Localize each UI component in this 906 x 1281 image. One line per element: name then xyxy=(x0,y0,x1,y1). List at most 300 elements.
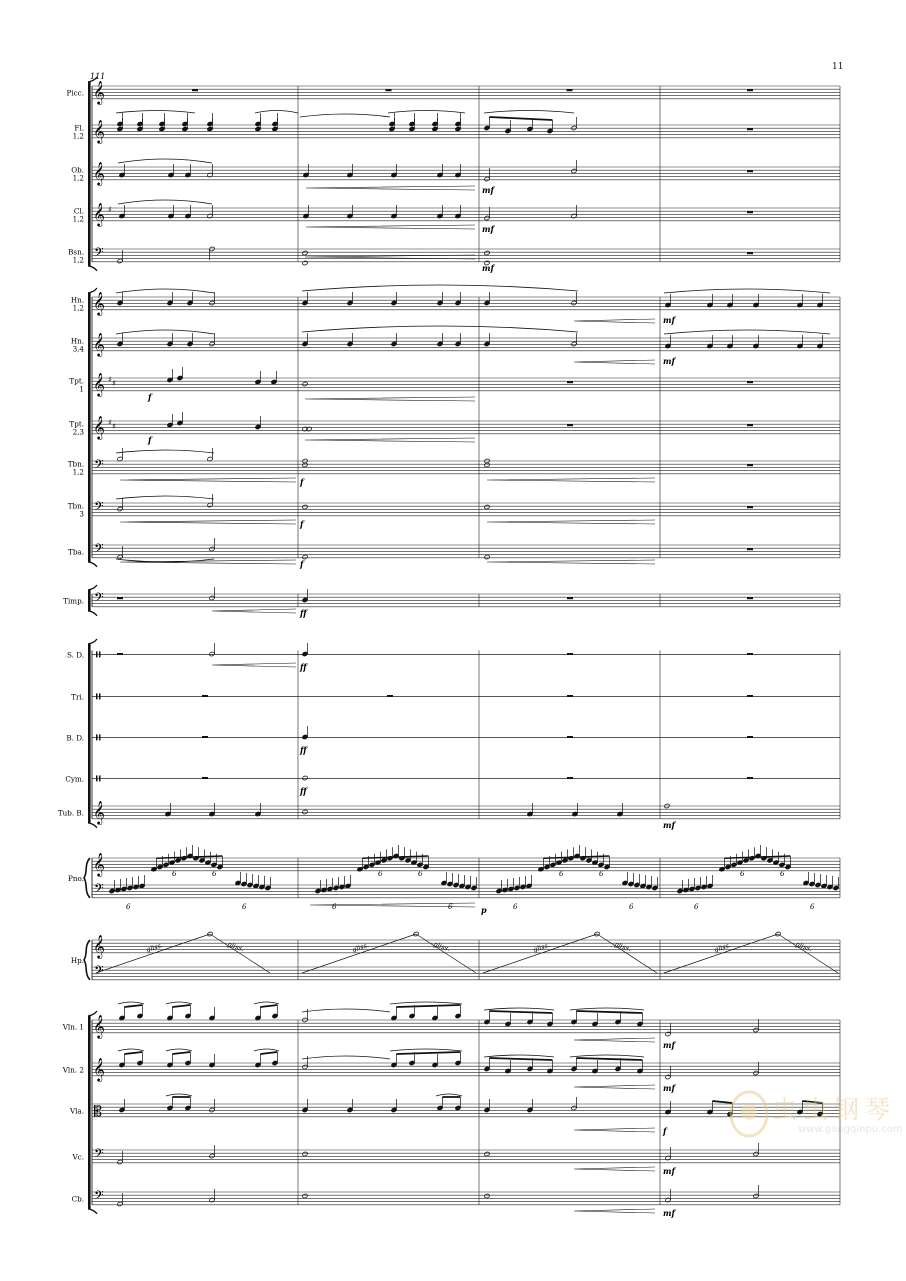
note xyxy=(707,294,713,308)
tuplet-6: 6 xyxy=(242,903,247,911)
whole-rest xyxy=(567,381,573,383)
whole-rest xyxy=(747,424,753,426)
crescendo-hairpin xyxy=(574,360,655,364)
timp-staff xyxy=(92,594,840,607)
label-bsn-part: 1,2 xyxy=(72,255,84,265)
crescendo-hairpin xyxy=(306,225,475,229)
note xyxy=(441,872,447,886)
note xyxy=(526,875,532,889)
note xyxy=(302,643,308,657)
dynamic-f: f xyxy=(148,435,152,445)
treble-clef-icon xyxy=(93,80,105,105)
tuplet-6: 6 xyxy=(418,870,423,878)
treble-clef-icon xyxy=(93,415,105,440)
note xyxy=(695,877,701,891)
note xyxy=(727,294,733,308)
staves xyxy=(92,86,840,1205)
note xyxy=(347,205,353,219)
note xyxy=(665,1189,671,1203)
note xyxy=(302,292,308,306)
note xyxy=(391,333,397,347)
note xyxy=(562,849,568,863)
label-ob-part: 1,2 xyxy=(72,173,84,183)
note xyxy=(652,877,658,891)
svg-text:𝄡: 𝄡 xyxy=(94,1104,102,1120)
slur xyxy=(166,1002,192,1004)
beam xyxy=(172,1005,190,1007)
label-fl-part: 1,2 xyxy=(72,131,84,141)
dynamic-f: f xyxy=(663,1126,667,1136)
note xyxy=(465,876,471,890)
note xyxy=(119,164,125,178)
tpt1-staff xyxy=(92,378,840,391)
treble-clef-icon xyxy=(93,800,105,825)
dynamic-ff: ff xyxy=(300,608,307,618)
whole-rest xyxy=(202,695,208,697)
whole-rest xyxy=(117,597,123,599)
note xyxy=(665,1147,671,1161)
note xyxy=(484,1151,490,1156)
bass-clef-icon xyxy=(94,541,104,559)
whole-rest xyxy=(202,736,208,738)
slur xyxy=(300,114,390,117)
note xyxy=(347,292,353,306)
beam xyxy=(576,1011,642,1013)
label-cym: Cym. xyxy=(65,774,84,784)
note xyxy=(207,205,213,219)
note xyxy=(151,858,157,872)
note xyxy=(265,877,271,891)
note xyxy=(167,1054,173,1068)
dynamic-f: f xyxy=(300,559,304,569)
slur xyxy=(166,1094,192,1096)
note xyxy=(753,294,759,308)
note xyxy=(185,205,191,219)
label-hn12-part: 1,2 xyxy=(72,303,84,313)
note xyxy=(137,1005,143,1019)
note xyxy=(833,877,839,891)
note xyxy=(571,1058,577,1072)
note xyxy=(749,847,755,861)
label-tbn12: Tbn. xyxy=(67,459,84,469)
svg-text:𝄢: 𝄢 xyxy=(94,541,104,559)
note xyxy=(255,803,261,817)
note xyxy=(391,205,397,219)
label-vc: Vc. xyxy=(72,1152,84,1162)
svg-text:𝄢: 𝄢 xyxy=(94,457,104,475)
treble-clef-icon xyxy=(93,119,105,144)
tuplet-6: 6 xyxy=(780,870,785,878)
crescendo-hairpin xyxy=(574,1167,655,1171)
bass-clef-icon xyxy=(94,1188,104,1206)
note xyxy=(701,876,707,890)
note xyxy=(455,1005,461,1019)
hn34-staff xyxy=(92,338,840,351)
whole-rest xyxy=(747,252,753,254)
whole-rest xyxy=(386,89,392,91)
note xyxy=(127,877,133,891)
bass-clef-icon xyxy=(94,881,104,899)
vln2-staff xyxy=(92,1063,840,1076)
label-tubb: Tub. B. xyxy=(57,808,84,818)
note xyxy=(580,847,586,861)
note xyxy=(547,120,553,134)
note xyxy=(187,333,193,347)
whole-rest xyxy=(387,695,393,697)
whole-rest xyxy=(747,777,753,779)
note xyxy=(115,879,121,893)
note xyxy=(432,1007,438,1021)
note xyxy=(484,1099,490,1113)
note xyxy=(247,874,253,888)
whole-rest xyxy=(747,381,753,383)
note xyxy=(571,117,577,131)
tuplet-6: 6 xyxy=(172,870,177,878)
note xyxy=(391,1099,397,1113)
note xyxy=(727,335,733,349)
note xyxy=(453,874,459,888)
beam xyxy=(260,1052,277,1054)
note xyxy=(209,1007,215,1021)
note xyxy=(321,879,327,893)
beam xyxy=(396,1005,460,1007)
note xyxy=(817,294,823,308)
measure-number: 111 xyxy=(90,72,106,81)
note xyxy=(496,880,502,894)
whole-rest xyxy=(117,653,123,655)
note xyxy=(272,1052,278,1066)
note xyxy=(665,335,671,349)
note xyxy=(168,164,174,178)
treble-clef-icon xyxy=(93,1057,105,1082)
note xyxy=(302,809,308,814)
note xyxy=(302,775,308,780)
svg-text:𝄢: 𝄢 xyxy=(94,245,104,263)
note xyxy=(177,367,183,381)
slur xyxy=(166,1049,192,1051)
dynamic-p: p xyxy=(481,905,487,915)
svg-text:𝄞: 𝄞 xyxy=(93,800,105,824)
note xyxy=(447,873,453,887)
label-tpt23: Tpt. xyxy=(69,419,84,429)
crescendo-hairpin xyxy=(212,609,296,613)
note xyxy=(272,1005,278,1019)
slur xyxy=(390,1002,462,1004)
label-hn34-part: 3,4 xyxy=(72,344,84,354)
whole-rest xyxy=(747,506,753,508)
slur xyxy=(116,496,214,499)
note xyxy=(302,260,308,265)
note xyxy=(255,1007,261,1021)
slur xyxy=(302,285,578,291)
note xyxy=(302,381,308,386)
slur xyxy=(388,111,465,114)
label-bsn: Bsn. xyxy=(68,247,84,257)
slur xyxy=(116,289,214,293)
svg-text:𝄢: 𝄢 xyxy=(94,590,104,608)
note xyxy=(369,854,375,868)
vln1-staff xyxy=(92,1020,840,1033)
slur xyxy=(302,1056,390,1059)
note xyxy=(622,872,628,886)
label-timp: Timp. xyxy=(63,596,84,606)
note xyxy=(719,858,725,872)
label-hn34: Hn. xyxy=(70,336,84,346)
note xyxy=(761,847,767,861)
note xyxy=(167,1007,173,1021)
piano-brace xyxy=(84,858,90,898)
note xyxy=(163,854,169,868)
note xyxy=(302,504,308,509)
note xyxy=(302,462,308,467)
note xyxy=(381,849,387,863)
note xyxy=(347,164,353,178)
whole-rest xyxy=(567,777,573,779)
note xyxy=(753,1062,759,1076)
note xyxy=(167,333,173,347)
note xyxy=(538,858,544,872)
note xyxy=(333,877,339,891)
dynamic-f: f xyxy=(300,519,304,529)
crescendo-hairpin xyxy=(487,520,655,524)
note xyxy=(302,1099,308,1113)
svg-text:𝄞: 𝄞 xyxy=(93,415,105,439)
note xyxy=(707,335,713,349)
note xyxy=(484,117,490,131)
slur xyxy=(116,450,214,453)
note xyxy=(391,1054,397,1068)
tuplet-6: 6 xyxy=(332,903,337,911)
label-bd: B. D. xyxy=(66,733,84,743)
crescendo-hairpin xyxy=(120,478,296,482)
label-cl-part: 1,2 xyxy=(72,214,84,224)
tubb-staff xyxy=(92,806,840,819)
cb-staff xyxy=(92,1192,840,1205)
beam xyxy=(489,1058,552,1060)
label-tpt1-part: 1 xyxy=(79,384,84,394)
treble-clef-icon xyxy=(93,1014,105,1039)
label-hn12: Hn. xyxy=(70,295,84,305)
note xyxy=(119,1099,125,1113)
label-pno: Pno. xyxy=(68,873,84,883)
note xyxy=(527,803,533,817)
crescendo-hairpin xyxy=(574,1038,655,1042)
label-tpt23-part: 2,3 xyxy=(72,427,84,437)
watermark-url: www.gangqinpu.com xyxy=(798,1124,903,1135)
note xyxy=(255,1054,261,1068)
note xyxy=(165,803,171,817)
note xyxy=(455,1052,461,1066)
svg-text:𝄢: 𝄢 xyxy=(94,1146,104,1164)
note xyxy=(707,1101,713,1115)
watermark-logo-icon xyxy=(724,1082,774,1142)
note xyxy=(205,852,211,866)
label-tbn12-part: 1,2 xyxy=(72,467,84,477)
crescendo-hairpin xyxy=(487,478,655,482)
beam xyxy=(124,1052,142,1054)
whole-rest xyxy=(567,736,573,738)
note xyxy=(803,872,809,886)
note xyxy=(634,874,640,888)
bass-clef-icon xyxy=(94,590,104,608)
bass-clef-icon xyxy=(94,245,104,263)
svg-text:𝄞: 𝄞 xyxy=(93,1057,105,1081)
gliss-label: gliss. xyxy=(226,940,246,954)
note xyxy=(391,1007,397,1021)
note xyxy=(547,1060,553,1074)
slur xyxy=(484,1008,554,1010)
brass-bracket xyxy=(88,293,91,562)
label-hp: Hp. xyxy=(70,955,84,965)
note xyxy=(628,873,634,887)
whole-rest xyxy=(567,653,573,655)
dynamic-mf: mf xyxy=(663,820,675,830)
beam xyxy=(260,1005,277,1007)
svg-text:𝄢: 𝄢 xyxy=(94,1188,104,1206)
beam xyxy=(489,117,552,120)
note xyxy=(303,164,309,178)
crescendo-hairpin xyxy=(120,520,296,524)
note xyxy=(637,1060,643,1074)
beam xyxy=(172,1052,190,1054)
note xyxy=(241,873,247,887)
note xyxy=(259,876,265,890)
slur xyxy=(118,159,212,163)
slur xyxy=(118,1049,144,1051)
sharp-icon: ♯ xyxy=(108,375,112,384)
whole-rest xyxy=(747,597,753,599)
label-cl: Cl. xyxy=(73,206,84,216)
gliss-label: gliss. xyxy=(532,941,551,954)
dynamic-mf: mf xyxy=(482,263,494,273)
treble-clef-icon xyxy=(93,291,105,316)
dynamic-mf: mf xyxy=(663,356,675,366)
note xyxy=(181,847,187,861)
svg-text:𝄞: 𝄞 xyxy=(93,934,105,958)
note xyxy=(209,1054,215,1068)
note xyxy=(665,294,671,308)
note xyxy=(119,1054,125,1068)
label-tri: Tri. xyxy=(71,692,84,702)
note xyxy=(255,416,261,430)
whole-rest xyxy=(192,89,198,91)
note xyxy=(437,292,443,306)
slur xyxy=(570,1008,644,1010)
note xyxy=(117,292,123,306)
instrument-labels xyxy=(58,88,85,1203)
label-fl: Fl. xyxy=(74,123,84,133)
dynamic-ff: ff xyxy=(300,786,307,796)
note xyxy=(550,854,556,868)
label-ob: Ob. xyxy=(71,165,84,175)
label-tpt1: Tpt. xyxy=(69,376,84,386)
slur xyxy=(118,200,212,204)
note xyxy=(827,876,833,890)
ob-staff xyxy=(92,167,840,180)
tuplet-6: 6 xyxy=(810,903,815,911)
note xyxy=(455,333,461,347)
note xyxy=(207,494,213,508)
note xyxy=(315,880,321,894)
dynamic-mf: mf xyxy=(663,1040,675,1050)
dynamic-mf: mf xyxy=(663,1083,675,1093)
crescendo-hairpin xyxy=(212,663,296,667)
dynamic-mf: mf xyxy=(663,1166,675,1176)
svg-text:𝄢: 𝄢 xyxy=(94,963,104,981)
hp-left-staff xyxy=(92,967,840,980)
gliss-label: gliss. xyxy=(794,940,814,954)
label-tbn3: Tbn. xyxy=(67,501,84,511)
whole-rest xyxy=(747,170,753,172)
note xyxy=(209,246,215,260)
crescendo-hairpin xyxy=(306,186,475,190)
note xyxy=(437,205,443,219)
svg-text:𝄢: 𝄢 xyxy=(94,499,104,517)
note xyxy=(235,872,241,886)
dynamic-mf: mf xyxy=(482,185,494,195)
whole-rest xyxy=(567,695,573,697)
note xyxy=(137,1052,143,1066)
percussion-bracket xyxy=(88,644,91,823)
note xyxy=(502,879,508,893)
tuplet-6: 6 xyxy=(629,903,634,911)
dynamic-ff: ff xyxy=(300,662,307,672)
slur xyxy=(570,1055,644,1057)
whole-rest xyxy=(747,548,753,550)
svg-text:𝄞: 𝄞 xyxy=(93,372,105,396)
alto-clef-icon xyxy=(94,1104,102,1120)
tbn12-staff xyxy=(92,461,840,474)
note xyxy=(437,333,443,347)
bass-clef-icon xyxy=(94,457,104,475)
slur xyxy=(116,111,195,114)
label-cb: Cb. xyxy=(71,1194,84,1204)
whole-rest xyxy=(747,695,753,697)
harp-brace xyxy=(84,940,90,980)
page-number: 11 xyxy=(832,62,844,72)
label-picc: Picc. xyxy=(66,88,84,98)
slur xyxy=(436,1094,462,1096)
note xyxy=(571,1011,577,1025)
dynamic-f: f xyxy=(148,392,152,402)
note xyxy=(399,847,405,861)
label-vla: Vla. xyxy=(69,1106,84,1116)
note xyxy=(592,852,598,866)
treble-clef-icon xyxy=(93,852,105,877)
beam xyxy=(396,1052,460,1054)
note xyxy=(168,205,174,219)
slur xyxy=(116,330,214,334)
slur xyxy=(664,330,830,334)
slur xyxy=(302,1009,390,1012)
tuplet-6: 6 xyxy=(212,870,217,878)
whole-rest xyxy=(747,653,753,655)
gliss-label: gliss. xyxy=(351,941,370,954)
note xyxy=(731,854,737,868)
tuplet-6: 6 xyxy=(599,870,604,878)
woodwind-bracket xyxy=(88,82,91,266)
crescendo-hairpin xyxy=(120,560,296,564)
note xyxy=(459,875,465,889)
slur xyxy=(302,326,578,332)
whole-rest xyxy=(747,736,753,738)
note xyxy=(471,877,477,891)
dynamic-mf: mf xyxy=(663,315,675,325)
note xyxy=(119,1007,125,1021)
note xyxy=(753,335,759,349)
label-tbn3-part: 3 xyxy=(79,509,84,519)
note xyxy=(185,164,191,178)
